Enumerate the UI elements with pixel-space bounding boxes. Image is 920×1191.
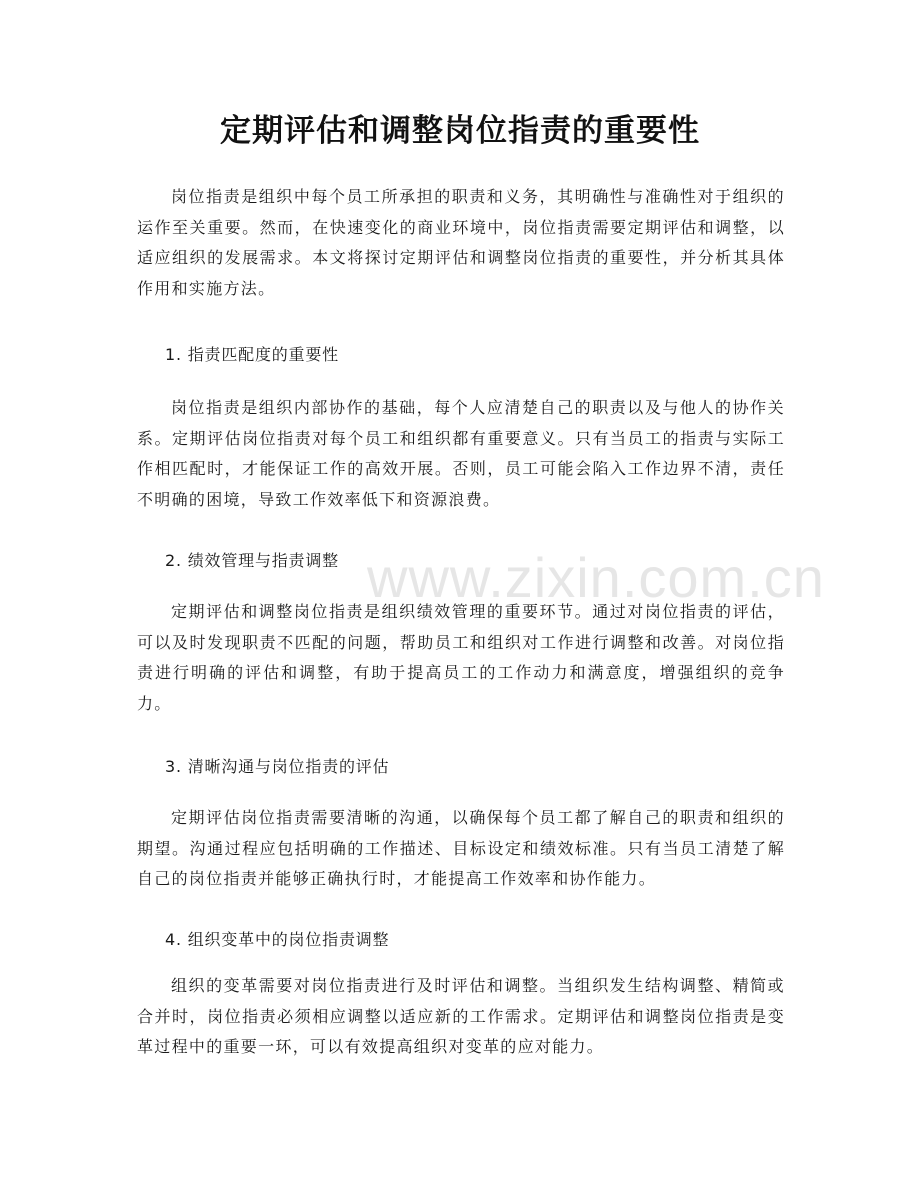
section-3-paragraph: 定期评估岗位指责需要清晰的沟通，以确保每个员工都了解自己的职责和组织的期望。沟通过程应包括明确的工作描述、目标设定和绩效标准。只有当员工清楚了解自己的岗位指责并能够正确执行时，才能提高工作效率和协作能力。 (137, 808, 785, 888)
document-title: 定期评估和调整岗位指责的重要性 (220, 113, 700, 149)
section-4-paragraph: 组织的变革需要对岗位指责进行及时评估和调整。当组织发生结构调整、精简或合并时，岗位指责必须相应调整以适应新的工作需求。定期评估和调整岗位指责是变革过程中的重要一环，可以有效提高组织对变革的应对能力。 (137, 976, 785, 1056)
section-3-heading: 3. 清晰沟通与岗位指责的评估 (165, 757, 390, 776)
section-2-heading: 2. 绩效管理与指责调整 (165, 551, 339, 570)
section-4-heading: 4. 组织变革中的岗位指责调整 (165, 930, 390, 949)
section-2-paragraph: 定期评估和调整岗位指责是组织绩效管理的重要环节。通过对岗位指责的评估，可以及时发现职责不匹配的问题，帮助员工和组织对工作进行调整和改善。对岗位指责进行明确的评估和调整，有助于提高员工的工作动力和满意度，增强组织的竞争力。 (137, 602, 785, 713)
watermark: www.zixin.com.cn (367, 546, 825, 609)
intro-paragraph: 岗位指责是组织中每个员工所承担的职责和义务，其明确性与准确性对于组织的运作至关重要。然而，在快速变化的商业环境中，岗位指责需要定期评估和调整，以适应组织的发展需求。本文将探讨定期评估和调整岗位指责的重要性，并分析其具体作用和实施方法。 (137, 187, 785, 298)
section-1-heading: 1. 指责匹配度的重要性 (165, 345, 339, 364)
section-1-paragraph: 岗位指责是组织内部协作的基础，每个人应清楚自己的职责以及与他人的协作关系。定期评估岗位指责对每个员工和组织都有重要意义。只有当员工的指责与实际工作相匹配时，才能保证工作的高效开展。否则，员工可能会陷入工作边界不清，责任不明确的困境，导致工作效率低下和资源浪费。 (137, 398, 785, 509)
